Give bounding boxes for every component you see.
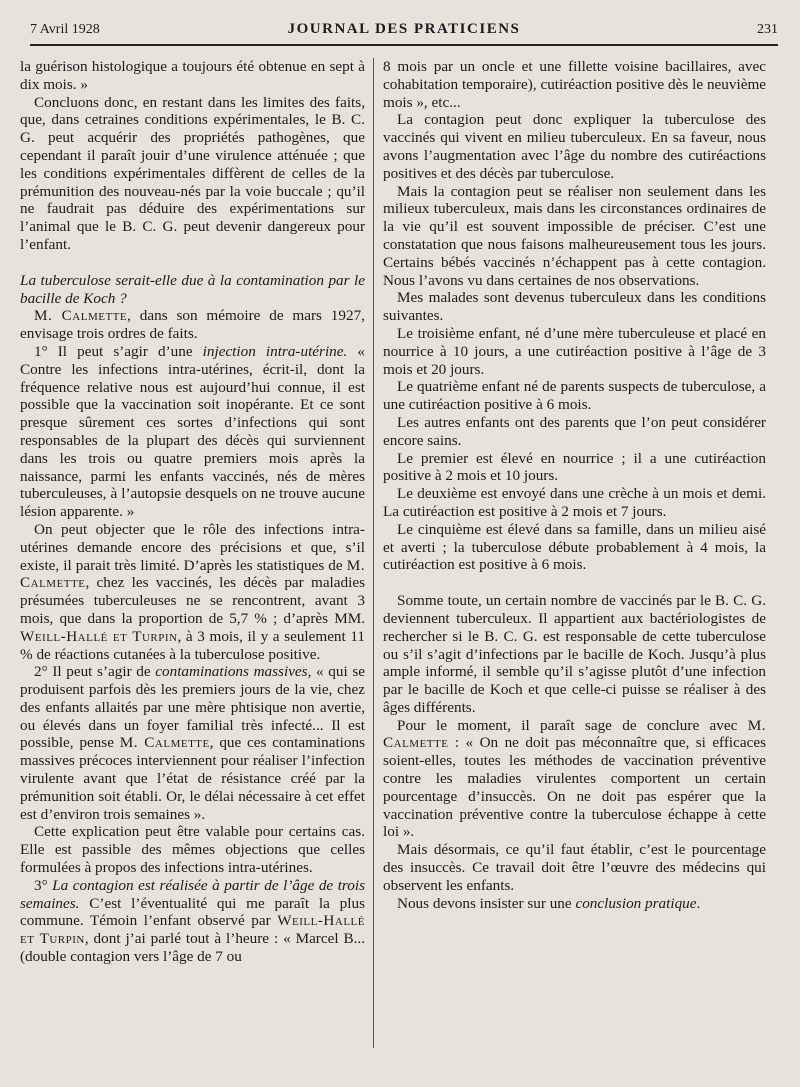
author-name: M. Calmette — [383, 716, 766, 752]
paragraph: 8 mois par un oncle et une fillette voisine bacillaires, avec cohabitation temporaire), cutiréaction positive dès le neuvième mois », etc... — [383, 58, 766, 111]
author-name: Weill-Hallé et Turpin — [20, 912, 365, 948]
text-run: , chez les vaccinés, les décès par maladies présumées tuberculeuses ne se rencontrent, avant 3 mois, que dans la proportion de 5,7 % ; d’après MM. — [20, 574, 365, 627]
emphasis: conclusion pratique — [575, 894, 697, 912]
paragraph — [383, 717, 766, 842]
left-column — [20, 58, 365, 966]
text-run: Pour le moment, il paraît sage de conclure avec — [397, 716, 748, 734]
paragraph: Mais la contagion peut se réaliser non seulement dans les milieux tuberculeux, mais dans les circonstances ordinaires de la vie qu’il est souvent impossible de préciser. C’est une constatation que nous faisons malheureusement tous les jours. Certains bébés vaccinés n’échappent pas à cette contagion. Nous l’avons vu dans certaines de nos observations. — [383, 182, 766, 289]
paragraph — [20, 521, 365, 663]
journal-title: JOURNAL DES PRATICIENS — [287, 21, 521, 37]
text-run: « qui se produisent parfois dès les premiers jours de la vie, chez des enfants allaités par une mère phtisique non avertie, ou élevés dans un foyer familial très infecté... Il est possible, pense — [20, 663, 366, 752]
paragraph: Mais désormais, ce qu’il faut établir, c’est le pourcentage des insuccès. Ce travail doit être l’œuvre des médecins qui observent les enfants. — [383, 841, 766, 894]
paragraph — [20, 343, 365, 521]
paragraph — [383, 895, 766, 913]
emphasis: La contagion est réalisée à partir de l’âge de trois semaines. — [20, 876, 366, 912]
author-name: M. Calmette — [119, 734, 210, 752]
paragraph: Concluons donc, en restant dans les limites des faits, que, dans cetraines conditions expérimentales, le B. C. G. peut acquérir des propriétés pathogènes, que cependant il paraît jouir d’une virulence atténuée ; que les conditions expérimentales diffèrent de celles de la prémunition des nouveau-nés par la voie buccale ; qu’il ne faudrait pas déduire des expérimentations sur l’animal que le B. C. G. peut devenir dangereux pour l’enfant. — [20, 93, 365, 253]
text-run: 1° Il peut s’agir d’une — [34, 342, 203, 360]
text-run: C’est l’éventualité qui me paraît la plus commune. Témoin l’enfant observé par — [20, 894, 365, 930]
section-title: La tuberculose serait-elle due à la contamination par le bacille de Koch ? — [20, 271, 365, 307]
paragraph: Le troisième enfant, né d’une mère tuberculeuse et placé en nourrice à 10 jours, a une cutiréaction positive à l’âge de 3 mois et 20 jours. — [383, 324, 766, 378]
text-run: , à 3 mois, il y a seulement 11 % de réactions cutanées à la tuberculose positive. — [20, 627, 365, 663]
text-run: , dont j’ai parlé tout à l’heure : « Marcel B... (double contagion vers l’âge de 7 ou — [20, 930, 365, 966]
text-run: . — [696, 894, 701, 912]
page-number: 231 — [757, 22, 778, 37]
author-name: Weill-Hallé et Turpin — [20, 627, 178, 645]
text-run: Nous devons insister sur une — [397, 894, 576, 912]
paragraph: Somme toute, un certain nombre de vaccinés par le B. C. G. deviennent tuberculeux. Il appartient aux bactériologistes de rechercher si le B. C. G. est responsable de cette tuberculose ou s’il s’agit d’infections par le bacille de Koch. Jusqu’à plus ample informé, il semble qu’il s’agisse plutôt d’une infection par le bacille de Koch et que celle-ci puisse se réaliser à des âges différents. — [383, 592, 766, 716]
paragraph: la guérison histologique a toujours été obtenue en sept à dix mois. » — [20, 58, 365, 93]
author-name: M. Calmette — [34, 307, 128, 325]
paragraph — [20, 877, 365, 966]
paragraph: La contagion peut donc expliquer la tuberculose des vaccinés qui vivent en milieu tuberculeux. En sa faveur, nous avons l’augmentation avec l’âge du nombre des cutiréactions positives et des décès par tuberculose. — [383, 111, 766, 182]
paragraph: Cette explication peut être valable pour certains cas. Elle est passible des mêmes objections que celles formulées à propos des infections intra-utérines. — [20, 823, 365, 877]
header-date: 7 Avril 1928 — [30, 22, 100, 37]
text-run: , que ces contaminations massives précoces interviennent pour réaliser l’infection virulente avant que l’état de résistance créé par la prémunition soit établi. Or, le délai nécessaire à cet effet est d’environ trois semaines ». — [20, 734, 365, 823]
emphasis: contaminations massives, — [155, 663, 312, 681]
text-run: On peut objecter que le rôle des infections intra-utérines demande encore des précisions et que, s’il existe, il parait très limité. D’après les statistiques de — [20, 520, 365, 574]
author-name: M. Calmette — [20, 556, 365, 592]
text-run: : « On ne doit pas méconnaître que, si efficaces soient-elles, toutes les méthodes de vaccination préventive contre les maladies virulentes comportent un certain pourcentage d’insuccès. On ne doit pas espérer que la vaccination préventive contre la tuberculose échappe à cette loi ». — [383, 734, 766, 841]
text-run: , dans son mémoire de mars 1927, envisage trois ordres de faits. — [20, 307, 365, 343]
paragraph: Le deuxième est envoyé dans une crèche à un mois et demi. La cutiréaction est positive à 2 mois et 7 jours. — [383, 485, 766, 520]
paragraph: Le cinquième est élevé dans sa famille, dans un milieu aisé et averti ; la tuberculose débute probablement à 4 mois, la cutiréaction est positive à 6 mois. — [383, 520, 766, 574]
paragraph — [20, 663, 365, 823]
paragraph: Les autres enfants ont des parents que l’on peut considérer encore sains. — [383, 413, 766, 449]
page-header — [30, 18, 778, 46]
paragraph: Le premier est élevé en nourrice ; il a une cutiréaction positive à 2 mois et 10 jours. — [383, 449, 766, 485]
paragraph: Le quatrième enfant né de parents suspects de tuberculose, a une cutiréaction positive à 6 mois. — [383, 378, 766, 414]
paragraph — [20, 307, 365, 343]
paragraph: Mes malades sont devenus tuberculeux dans les conditions suivantes. — [383, 289, 766, 325]
text-run: « Contre les infections intra-utérines, écrit-il, dont la fréquence relative nous est aujourd’hui connue, il est possible que la vaccination soit inopérante. Et ce sont presque sûrement ces sortes d’infections qui sont responsables de la plupart des décès qui surviennent dans les trois ou quatre premiers mois après la naissance, parmi les enfants vaccinés, nés de mères tuberculeuses, à l’autopsie desquels on ne trouve aucune lésion apparente. » — [20, 342, 365, 521]
column-divider — [373, 58, 374, 1048]
text-run: 3° — [34, 876, 53, 894]
right-column — [383, 58, 766, 912]
text-run: 2° Il peut s’agir de — [34, 663, 156, 681]
emphasis: injection intra-utérine. — [202, 342, 348, 360]
